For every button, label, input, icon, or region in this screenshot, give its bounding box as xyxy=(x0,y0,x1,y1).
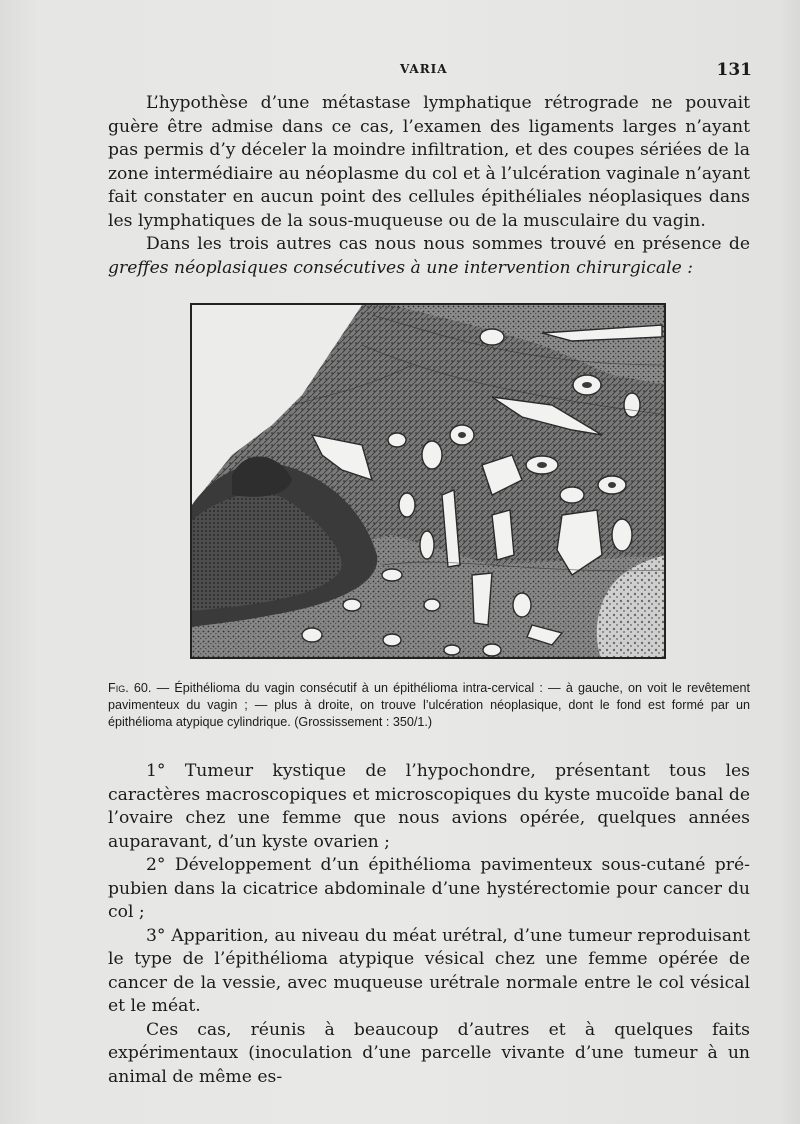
text-block-top xyxy=(108,92,750,280)
list-item-paragraph: 3° Apparition, au niveau du méat urétral, d’une tumeur reproduisant le type de l’épithélioma atypique vésical chez une femme opérée de cancer de la vessie, avec muqueuse urétrale normale entre le col vésical et le méat. xyxy=(108,925,750,1016)
paragraph xyxy=(108,233,750,280)
paragraph-text: Dans les trois autres cas nous nous sommes trouvé en présence de xyxy=(146,234,750,254)
histology-illustration xyxy=(190,303,666,659)
running-title: VARIA xyxy=(400,62,448,76)
figure-caption xyxy=(108,680,750,731)
list-item-paragraph: 2° Développement d’un épithélioma pavimenteux sous-cutané pré-pubien dans la cicatrice abdominale d’une hystérectomie pour cancer du col ; xyxy=(108,855,750,922)
paragraph: Ces cas, réunis à beaucoup d’autres et à quelques faits expérimentaux (inoculation d’une parcelle vivante d’une tumeur à un animal de même es- xyxy=(108,1019,750,1087)
microscopy-engraving xyxy=(192,305,666,659)
page-header xyxy=(0,60,800,84)
text-block-bottom xyxy=(108,760,750,1089)
page-number: 131 xyxy=(716,60,752,80)
italic-phrase: greffes néoplasiques consécutives à une intervention chirurgicale : xyxy=(108,257,694,278)
figure-label: Fig. 60. xyxy=(108,681,152,695)
figure-caption-text: — Épithélioma du vagin consécutif à un épithélioma intra-cervical : — à gauche, on voit le revêtement pavimenteux du vagin ; — plus à droite, on trouve l’ulcération néoplasique, dont le fond est formé par un épithélioma atypique cylindrique. (Grossissement : 350/1.) xyxy=(108,681,751,729)
list-item-paragraph: 1° Tumeur kystique de l’hypochondre, présentant tous les caractères macroscopiques et microscopiques du kyste mucoïde banal de l’ovaire chez une femme que nous avions opérée, quelques années auparavant, d’un kyste ovarien ; xyxy=(108,761,750,852)
paragraph: L’hypothèse d’une métastase lymphatique rétrograde ne pouvait guère être admise dans ce cas, l’examen des ligaments larges n’ayant pas permis d’y déceler la moindre infiltration, et des coupes sériées de la zone intermédiaire au néoplasme du col et à l’ulcération vaginale n’ayant fait constater en aucun point des cellules épithéliales néoplasiques dans les lymphatiques de la sous-muqueuse ou de la musculaire du vagin. xyxy=(108,93,750,231)
